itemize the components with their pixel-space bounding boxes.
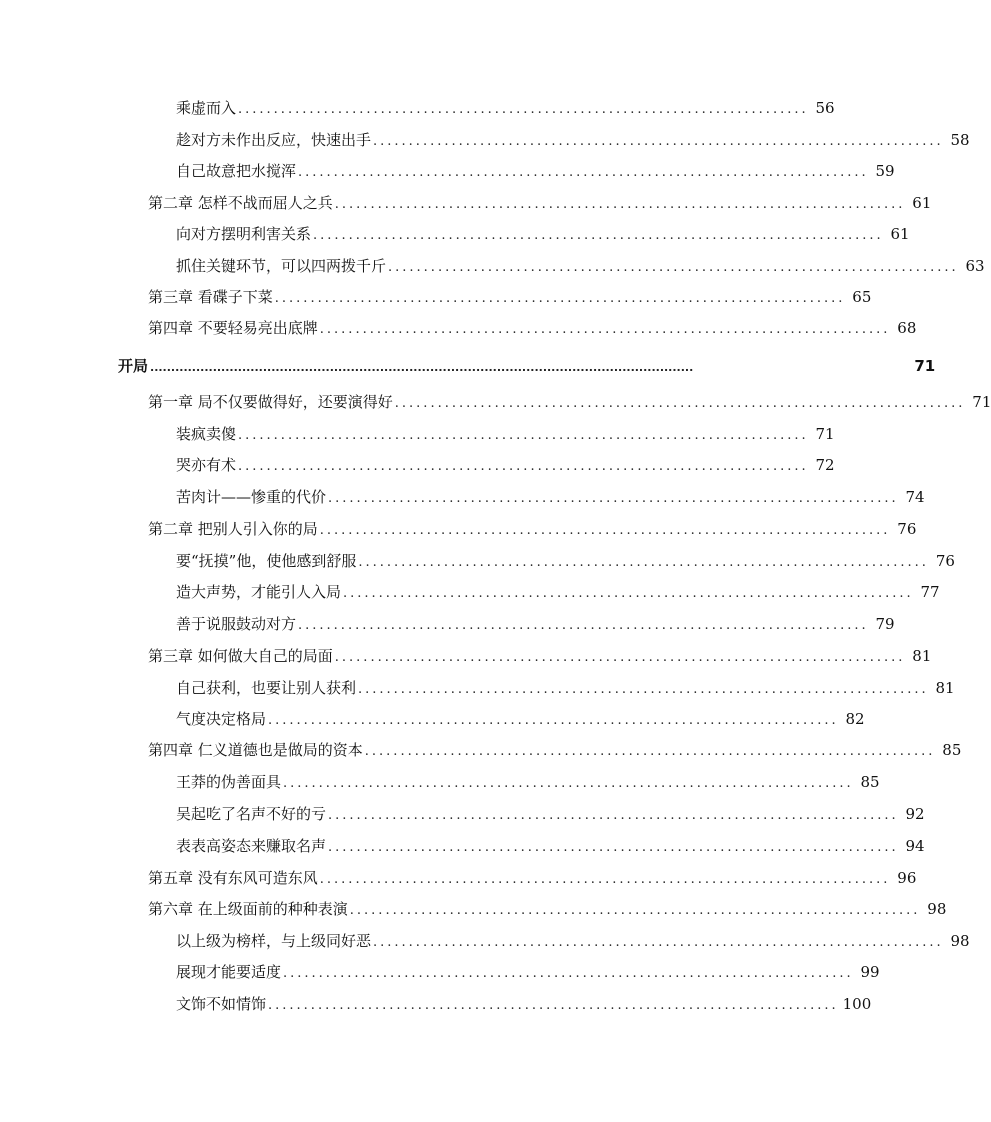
toc-entry[interactable] — [176, 254, 985, 278]
toc-page-number: 65 — [852, 288, 872, 306]
toc-page-number: 71 — [914, 357, 936, 375]
dot-leader: ................................................................................ — [298, 165, 869, 180]
dot-leader: ................................................................................ — [328, 840, 899, 855]
toc-entry-title: 第二章 把别人引入你的局 — [148, 520, 318, 538]
dot-leader: .................................................................................................................................. — [150, 361, 694, 374]
toc-page-number: 98 — [950, 932, 970, 950]
dot-leader: ................................................................................ — [343, 586, 914, 601]
toc-entry-title: 要“抚摸”他，使他感到舒服 — [176, 552, 357, 570]
toc-entry[interactable] — [176, 96, 835, 120]
dot-leader: ................................................................................ — [268, 998, 839, 1013]
dot-leader: ................................................................................ — [238, 102, 809, 117]
toc-entry-title: 哭亦有术 — [176, 456, 237, 474]
dot-leader: ................................................................................ — [388, 260, 959, 275]
toc-page-number: 98 — [927, 900, 947, 918]
dot-leader: ................................................................................ — [334, 650, 906, 665]
dot-leader: ................................................................................ — [349, 903, 921, 918]
toc-entry-title: 表表高姿态来赚取名声 — [176, 837, 327, 855]
toc-entry[interactable] — [176, 834, 925, 858]
dot-leader: ................................................................................ — [319, 523, 891, 538]
dot-leader: ................................................................................ — [319, 322, 891, 337]
toc-page-number: 82 — [845, 710, 865, 728]
toc-page-number: 59 — [875, 162, 895, 180]
toc-page-number: 63 — [965, 257, 985, 275]
toc-entry-title: 自己故意把水搅浑 — [176, 162, 297, 180]
dot-leader: ................................................................................ — [328, 808, 899, 823]
toc-chapter-entry[interactable] — [148, 644, 932, 668]
toc-chapter-entry[interactable] — [148, 866, 917, 890]
toc-page-number: 85 — [942, 741, 962, 759]
toc-page-number: 96 — [897, 869, 917, 887]
dot-leader: ................................................................................ — [364, 744, 936, 759]
toc-entry-title: 第四章 仁义道德也是做局的资本 — [148, 741, 363, 759]
toc-entry-title: 第二章 怎样不战而屈人之兵 — [148, 194, 333, 212]
toc-entry-title: 第五章 没有东风可造东风 — [148, 869, 318, 887]
toc-entry-title: 苦肉计——惨重的代价 — [176, 488, 327, 506]
dot-leader: ................................................................................ — [319, 872, 891, 887]
toc-chapter-entry[interactable] — [148, 285, 872, 309]
dot-leader: ................................................................................ — [238, 428, 809, 443]
dot-leader: ................................................................................ — [328, 491, 899, 506]
toc-part-title: 开局 — [118, 357, 149, 375]
toc-entry-title: 王莽的伪善面具 — [176, 773, 282, 791]
toc-page-number: 61 — [912, 194, 932, 212]
toc-chapter-entry[interactable] — [148, 897, 947, 921]
toc-page-number: 76 — [935, 552, 955, 570]
toc-entry[interactable] — [176, 676, 955, 700]
toc-entry[interactable] — [176, 707, 865, 731]
dot-leader: ................................................................................ — [274, 291, 846, 306]
toc-entry[interactable] — [176, 485, 925, 509]
toc-page-number: 85 — [860, 773, 880, 791]
toc-page-number: 100 — [842, 995, 872, 1013]
toc-page-number: 81 — [912, 647, 932, 665]
dot-leader: ................................................................................ — [283, 966, 854, 981]
toc-entry-title: 自己获利，也要让别人获利 — [176, 679, 357, 697]
toc-page-number: 61 — [890, 225, 910, 243]
dot-leader: ................................................................................ — [373, 935, 944, 950]
toc-entry-title: 第六章 在上级面前的种种表演 — [148, 900, 348, 918]
toc-page-number: 76 — [897, 520, 917, 538]
toc-entry[interactable] — [176, 802, 925, 826]
dot-leader: ................................................................................ — [373, 134, 944, 149]
toc-entry[interactable] — [176, 992, 872, 1016]
toc-part-entry[interactable] — [118, 354, 936, 378]
toc-page-number: 94 — [905, 837, 925, 855]
toc-entry[interactable] — [176, 222, 910, 246]
dot-leader: ................................................................................ — [238, 459, 809, 474]
toc-entry-title: 趁对方未作出反应，快速出手 — [176, 131, 372, 149]
toc-entry[interactable] — [176, 159, 895, 183]
toc-entry-title: 造大声势，才能引人入局 — [176, 583, 342, 601]
toc-page-number: 99 — [860, 963, 880, 981]
toc-page-number: 71 — [815, 425, 835, 443]
toc-page-number: 72 — [815, 456, 835, 474]
toc-chapter-entry[interactable] — [148, 517, 917, 541]
toc-entry[interactable] — [176, 128, 970, 152]
toc-page-number: 77 — [920, 583, 940, 601]
dot-leader: ................................................................................ — [358, 555, 929, 570]
toc-entry[interactable] — [176, 549, 955, 573]
dot-leader: ................................................................................ — [394, 396, 966, 411]
toc-entry-title: 第四章 不要轻易亮出底牌 — [148, 319, 318, 337]
toc-entry-title: 第三章 如何做大自己的局面 — [148, 647, 333, 665]
toc-page-number: 92 — [905, 805, 925, 823]
dot-leader: ................................................................................ — [268, 713, 839, 728]
toc-entry-title: 文饰不如情饰 — [176, 995, 267, 1013]
toc-chapter-entry[interactable] — [148, 390, 991, 414]
toc-page-number: 58 — [950, 131, 970, 149]
toc-page-number: 68 — [897, 319, 917, 337]
toc-entry-title: 吴起吃了名声不好的亏 — [176, 805, 327, 823]
toc-entry-title: 第三章 看碟子下菜 — [148, 288, 273, 306]
toc-page-number: 81 — [935, 679, 955, 697]
toc-entry-title: 第一章 局不仅要做得好，还要演得好 — [148, 393, 393, 411]
toc-entry-title: 向对方摆明利害关系 — [176, 225, 312, 243]
dot-leader: ................................................................................ — [358, 682, 929, 697]
toc-entry[interactable] — [176, 960, 880, 984]
toc-entry-title: 抓住关键环节，可以四两拨千斤 — [176, 257, 387, 275]
toc-entry-title: 善于说服鼓动对方 — [176, 615, 297, 633]
toc-page-number: 71 — [972, 393, 991, 411]
dot-leader: ................................................................................ — [283, 776, 854, 791]
toc-entry[interactable] — [176, 580, 940, 604]
toc-chapter-entry[interactable] — [148, 191, 932, 215]
toc-entry[interactable] — [176, 929, 970, 953]
toc-entry[interactable] — [176, 422, 835, 446]
toc-entry[interactable] — [176, 770, 880, 794]
toc-entry-title: 展现才能要适度 — [176, 963, 282, 981]
toc-page-number: 56 — [815, 99, 835, 117]
toc-entry-title: 以上级为榜样，与上级同好恶 — [176, 932, 372, 950]
toc-entry[interactable] — [176, 453, 835, 477]
dot-leader: ................................................................................ — [334, 197, 906, 212]
toc-chapter-entry[interactable] — [148, 316, 917, 340]
toc-entry-title: 装疯卖傻 — [176, 425, 237, 443]
toc-entry-title: 乘虚而入 — [176, 99, 237, 117]
toc-page-number: 74 — [905, 488, 925, 506]
toc-chapter-entry[interactable] — [148, 738, 962, 762]
toc-entry[interactable] — [176, 612, 895, 636]
dot-leader: ................................................................................ — [313, 228, 884, 243]
dot-leader: ................................................................................ — [298, 618, 869, 633]
toc-page-number: 79 — [875, 615, 895, 633]
toc-entry-title: 气度决定格局 — [176, 710, 267, 728]
